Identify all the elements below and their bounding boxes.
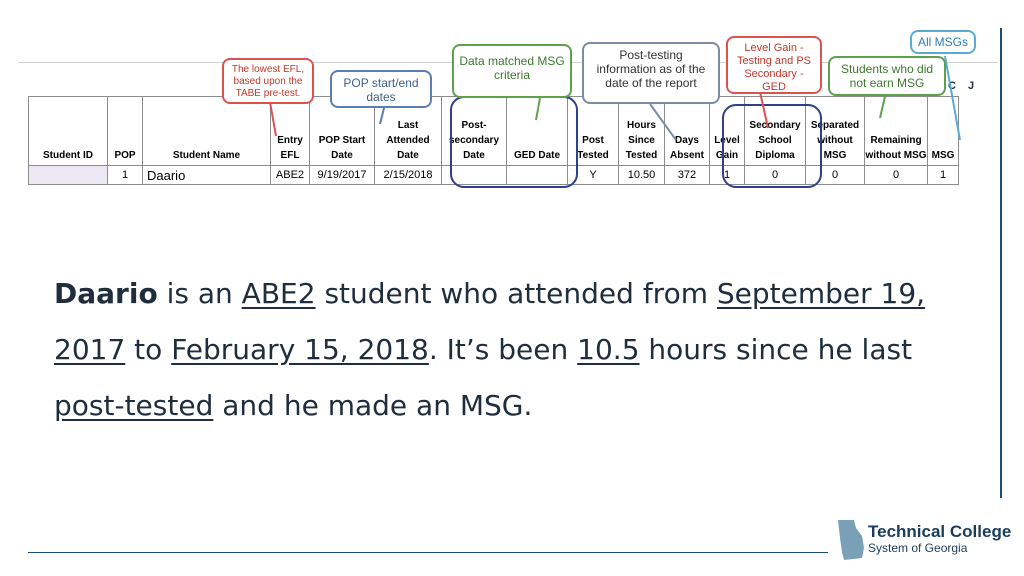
header-separated-without-msg: Separated without MSG <box>806 97 865 166</box>
all-msgs-pointer <box>945 56 960 140</box>
hours-text: 10.5 <box>577 333 640 366</box>
cell-hours-since-tested: 10.50 <box>619 166 665 185</box>
extra-column-header-j: J <box>968 80 975 92</box>
cell-entry-efl: ABE2 <box>271 166 310 185</box>
cell-separated-without-msg: 0 <box>806 166 865 185</box>
start-date-text: September 19, 2017 <box>54 277 926 366</box>
georgia-state-map-icon <box>836 518 866 564</box>
header-hours-since-tested: Hours Since Tested <box>619 97 665 166</box>
header-post-tested: Post Tested <box>568 97 619 166</box>
text-segment: student who attended from <box>315 277 717 310</box>
callout-all-msgs: All MSGs <box>910 30 976 54</box>
end-date-text: February 15, 2018 <box>171 333 429 366</box>
extra-column-header-c: C <box>948 80 956 92</box>
text-segment: to <box>125 333 172 366</box>
header-remaining-without-msg: Remaining without MSG <box>865 97 928 166</box>
callout-data-matched: Data matched MSG criteria <box>452 44 572 98</box>
header-pop-start-date: POP Start Date <box>310 97 375 166</box>
cell-last-attended-date: 2/15/2018 <box>375 166 442 185</box>
cell-post-tested: Y <box>568 166 619 185</box>
text-segment: hours since he last <box>639 333 913 366</box>
header-msg: MSG <box>928 97 959 166</box>
callout-pop-dates: POP start/end dates <box>330 70 432 108</box>
lowest-efl-pointer <box>270 102 276 136</box>
header-days-absent: Days Absent <box>665 97 710 166</box>
text-segment: . It’s been <box>428 333 578 366</box>
cell-student-name: Daario <box>143 166 271 185</box>
text-segment: is an <box>157 277 242 310</box>
bottom-divider <box>28 552 828 553</box>
header-post-secondary-date: Post-secondary Date <box>442 97 507 166</box>
callout-students-no-msg: Students who did not earn MSG <box>828 56 946 96</box>
cell-level-gain: 1 <box>710 166 745 185</box>
post-tested-text: post-tested <box>54 389 214 422</box>
header-last-attended-date: Last Attended Date <box>375 97 442 166</box>
header-student-name: Student Name <box>143 97 271 166</box>
tcsg-logo <box>836 516 1012 566</box>
efl-text: ABE2 <box>241 277 316 310</box>
student-name-text: Daario <box>54 277 158 310</box>
text-segment: and he made an MSG. <box>213 389 533 422</box>
callout-level-gain: Level Gain - Testing and PS Secondary - GED <box>726 36 822 94</box>
explanation-paragraph <box>54 266 954 434</box>
header-entry-efl: Entry EFL <box>271 97 310 166</box>
cell-days-absent: 372 <box>665 166 710 185</box>
cell-pop-start-date: 9/19/2017 <box>310 166 375 185</box>
header-ged-date: GED Date <box>507 97 568 166</box>
cell-remaining-without-msg: 0 <box>865 166 928 185</box>
logo-line-2: System of Georgia <box>868 541 968 555</box>
data-matched-pointer <box>536 98 540 120</box>
level-gain-pointer <box>760 92 768 128</box>
cell-pop: 1 <box>108 166 143 185</box>
header-secondary-school-diploma: Secondary School Diploma <box>745 97 806 166</box>
header-level-gain: Level Gain <box>710 97 745 166</box>
callout-lowest-efl: The lowest EFL, based upon the TABE pre-test. <box>222 58 314 104</box>
header-pop: POP <box>108 97 143 166</box>
cell-secondary-school-diploma: 0 <box>745 166 806 185</box>
cell-msg: 1 <box>928 166 959 185</box>
logo-line-1: Technical College <box>868 522 1012 541</box>
header-student-id: Student ID <box>29 97 108 166</box>
post-testing-pointer <box>650 104 676 140</box>
callout-post-testing: Post-testing information as of the date of the report <box>582 42 720 104</box>
